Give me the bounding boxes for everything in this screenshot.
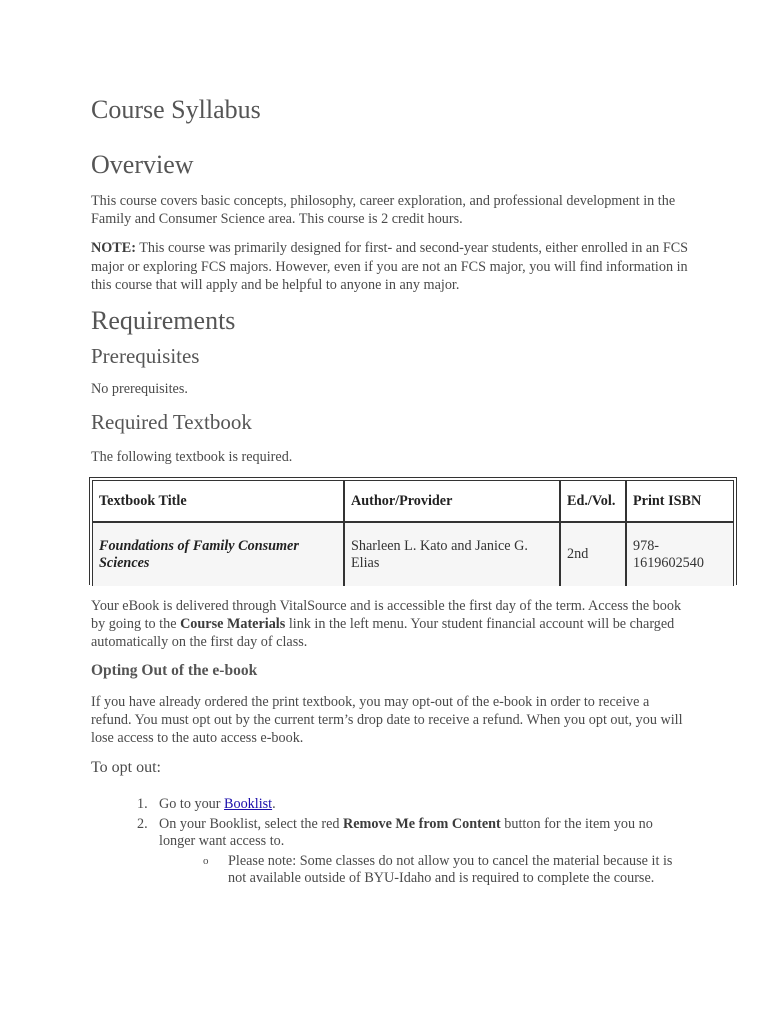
table-header-row: [92, 480, 734, 522]
ebook-text-1: Your eBook is delivered through VitalSource and is accessible the first day of the term. Access the book by going to the: [91, 598, 682, 632]
header-print-isbn: Print ISBN: [626, 480, 734, 522]
overview-heading: Overview: [91, 150, 194, 179]
cell-author: Sharleen L. Kato and Janice G. Elias: [344, 522, 560, 586]
header-textbook-title: Textbook Title: [92, 480, 344, 522]
opting-out-paragraph: If you have already ordered the print textbook, you may opt-out of the e-book in order to receive a refund. You must opt out by the current term’s drop date to receive a refund. When you opt out, you will lose access to the auto access e-book.: [91, 694, 683, 746]
step2-text: On your Booklist, select the red: [159, 815, 344, 832]
to-opt-out-label: To opt out:: [91, 759, 161, 776]
table-row: [92, 522, 734, 586]
overview-paragraph: This course covers basic concepts, philosophy, career exploration, and professional development in the Family and Consumer Science area. This course is 2 credit hours.: [91, 193, 676, 227]
step1-text: Go to your: [159, 796, 225, 812]
prerequisites-heading: Prerequisites: [91, 344, 200, 368]
note-label: NOTE:: [91, 240, 136, 256]
prerequisites-text: No prerequisites.: [91, 381, 188, 397]
circle-bullet-icon: o: [203, 854, 209, 867]
cell-isbn: 978-1619602540: [626, 522, 734, 586]
step2-suffix: button for the item you no longer want access to.: [159, 815, 653, 849]
cell-textbook-title: Foundations of Family Consumer Sciences: [92, 522, 344, 586]
ebook-paragraph: [91, 597, 691, 651]
textbook-table-frame: [89, 477, 737, 585]
required-textbook-heading: Required Textbook: [91, 410, 252, 434]
header-edition: Ed./Vol.: [560, 480, 626, 522]
course-materials-label: Course Materials: [180, 616, 286, 632]
list-item: [91, 816, 691, 851]
note-paragraph: [91, 239, 691, 295]
remove-me-label: Remove Me from Content: [343, 815, 501, 832]
textbook-intro: The following textbook is required.: [91, 449, 293, 465]
list-item: [91, 796, 691, 814]
opt-out-steps: [91, 796, 691, 888]
page-title: Course Syllabus: [91, 95, 261, 124]
sub-note-text: Please note: Some classes do not allow you to cancel the material because it is not available outside of BYU-Idaho and is required to complete the course.: [228, 852, 673, 886]
opting-out-heading: Opting Out of the e-book: [91, 662, 258, 679]
ebook-text-2: link in the left menu. Your student financial account will be charged automatically on the first day of class.: [91, 616, 675, 650]
header-author-provider: Author/Provider: [344, 480, 560, 522]
step-number: 2.: [137, 815, 148, 832]
textbook-table: [92, 480, 734, 586]
note-text: This course was primarily designed for first- and second-year students, either enrolled in an FCS major or exploring FCS majors. However, even if you are not an FCS major, you will find information in this course that will apply and be helpful to anyone in any major.: [91, 240, 689, 293]
step-number: 1.: [137, 796, 148, 812]
list-item: [91, 853, 691, 888]
cell-edition: 2nd: [560, 522, 626, 586]
requirements-heading: Requirements: [91, 306, 236, 335]
step1-suffix: .: [272, 796, 276, 812]
booklist-link[interactable]: Booklist: [224, 796, 273, 812]
